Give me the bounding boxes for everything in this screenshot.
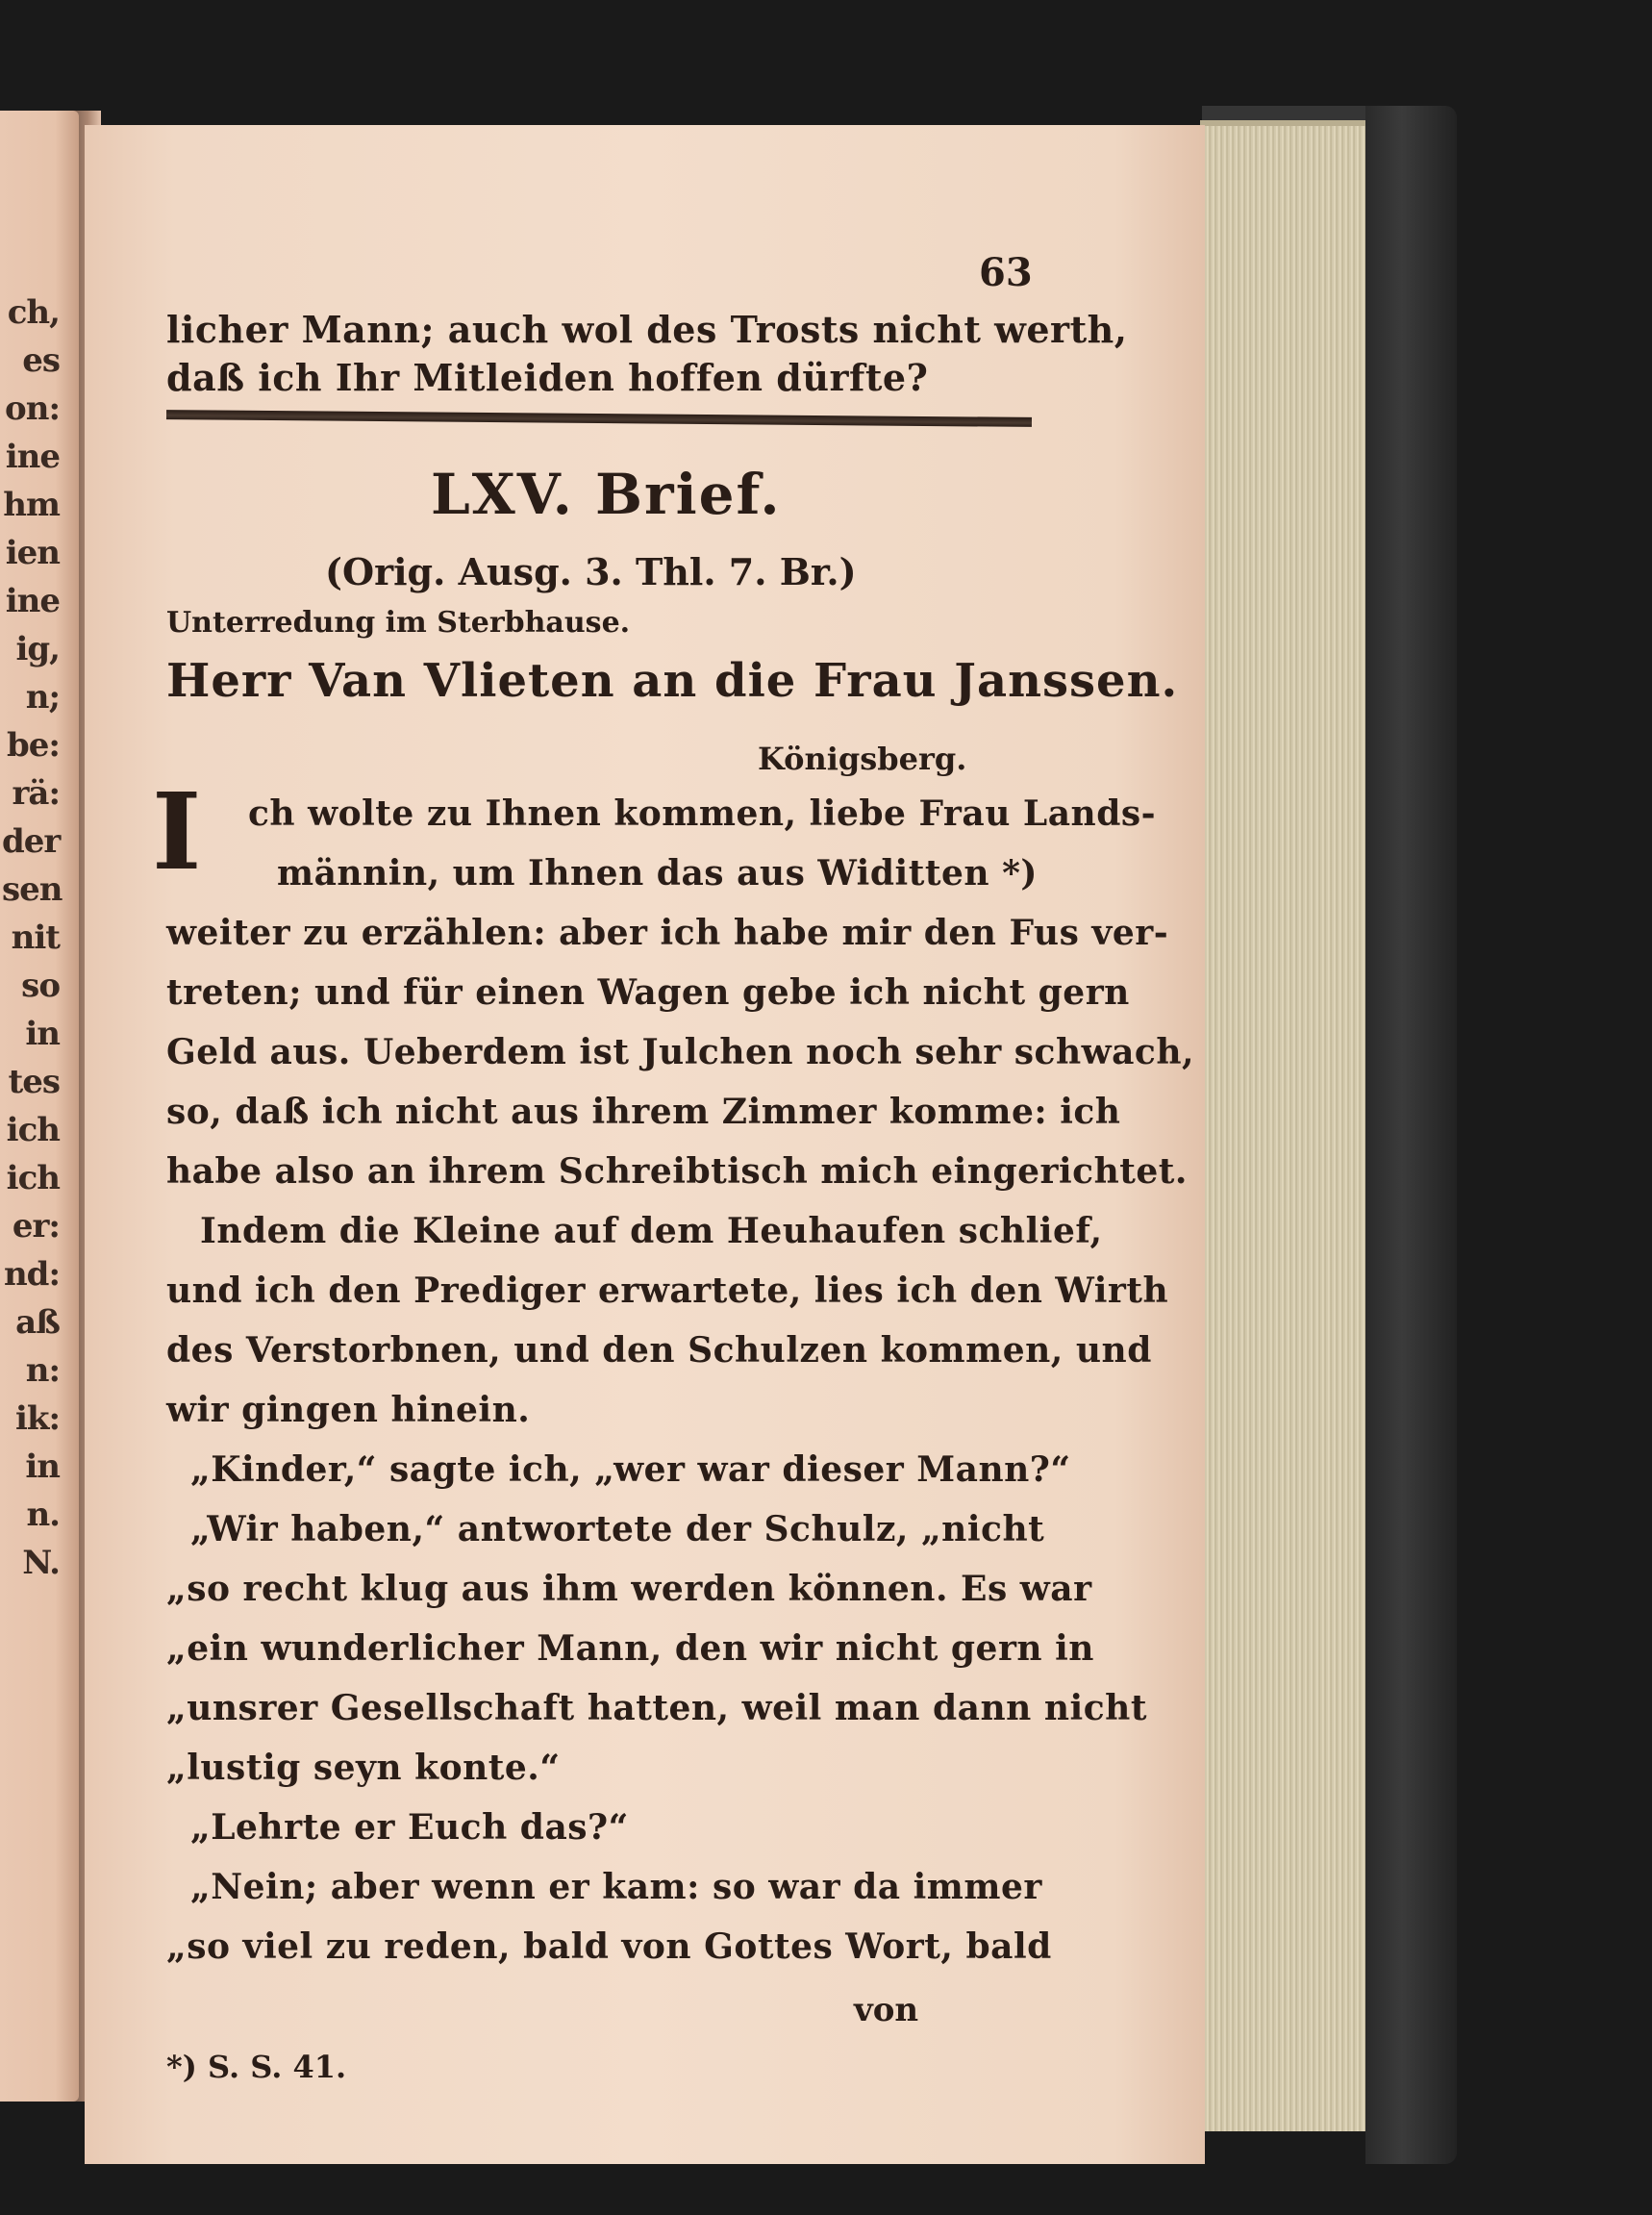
body-line: „Kinder,“ sagte ich, „wer war dieser Mann?“ xyxy=(190,1449,1071,1490)
body-line: wir gingen hinein. xyxy=(166,1390,531,1430)
left-page-fragment: be: xyxy=(7,726,60,765)
left-page xyxy=(0,111,79,2102)
left-page-fragment: ine xyxy=(5,582,60,620)
edition-reference: (Orig. Ausg. 3. Thl. 7. Br.) xyxy=(325,550,857,593)
right-page xyxy=(85,125,1205,2164)
left-page-fragment: ik: xyxy=(14,1399,60,1438)
left-page-fragment: nit xyxy=(11,919,60,957)
book-cover xyxy=(1365,106,1457,2164)
body-line: treten; und für einen Wagen gebe ich nicht gern xyxy=(166,972,1130,1013)
body-line: Indem die Kleine auf dem Heuhaufen schlief, xyxy=(200,1211,1103,1251)
catchword: von xyxy=(854,1991,919,2029)
left-page-fragment: der xyxy=(2,822,61,861)
body-line: und ich den Prediger erwartete, lies ich den Wirth xyxy=(166,1271,1169,1311)
left-page-fragment: ch, xyxy=(7,293,60,332)
body-line: Geld aus. Ueberdem ist Julchen noch sehr schwach, xyxy=(166,1032,1195,1072)
body-line: männin, um Ihnen das aus Widitten *) xyxy=(277,853,1038,894)
left-page-text xyxy=(2,289,77,1587)
body-line: „lustig seyn konte.“ xyxy=(166,1748,561,1788)
left-page-fragment: sen xyxy=(2,870,63,909)
body-line: so, daß ich nicht aus ihrem Zimmer komme: ich xyxy=(166,1092,1121,1132)
body-line: „unsrer Gesellschaft hatten, weil man dann nicht xyxy=(166,1688,1147,1728)
body-line: „Lehrte er Euch das?“ xyxy=(190,1807,629,1848)
left-page-fragment: in xyxy=(25,1015,60,1053)
page-number: 63 xyxy=(979,250,1033,295)
body-line: des Verstorbnen, und den Schulzen kommen, und xyxy=(166,1330,1152,1371)
left-page-fragment: er: xyxy=(12,1207,60,1246)
page-edges xyxy=(1200,120,1383,2131)
letter-topic: Unterredung im Sterbhause. xyxy=(166,606,631,640)
left-page-fragment: so xyxy=(21,967,60,1005)
left-page-fragment: n; xyxy=(25,678,60,717)
left-page-fragment: rä: xyxy=(12,774,60,813)
left-page-fragment: n: xyxy=(25,1351,60,1390)
letter-heading: LXV. Brief. xyxy=(431,462,782,527)
body-line: „Nein; aber wenn er kam: so war da immer xyxy=(190,1867,1042,1907)
left-page-fragment: N. xyxy=(22,1544,60,1582)
body-line: „so viel zu reden, bald von Gottes Wort, bald xyxy=(166,1926,1052,1967)
left-page-fragment: tes xyxy=(8,1063,60,1101)
letter-place: Königsberg. xyxy=(758,741,967,777)
left-page-fragment: on: xyxy=(5,390,60,428)
left-page-fragment: ien xyxy=(5,534,60,572)
body-line: habe also an ihrem Schreibtisch mich eingerichtet. xyxy=(166,1151,1188,1192)
body-line: „ein wunderlicher Mann, den wir nicht gern in xyxy=(166,1628,1094,1669)
left-page-fragment: n. xyxy=(26,1496,60,1534)
body-line: ch wolte zu Ihnen kommen, liebe Frau Lands- xyxy=(248,793,1157,834)
footnote: *) S. S. 41. xyxy=(166,2049,347,2085)
drop-cap: I xyxy=(152,769,202,894)
body-line: „Wir haben,“ antwortete der Schulz, „nicht xyxy=(190,1509,1045,1549)
left-page-fragment: hm xyxy=(3,486,60,524)
left-page-fragment: nd: xyxy=(3,1255,60,1294)
body-line: weiter zu erzählen: aber ich habe mir den Fus ver- xyxy=(166,913,1169,953)
left-page-fragment: es xyxy=(22,341,60,380)
left-page-fragment: ine xyxy=(5,438,60,476)
body-line: „so recht klug aus ihm werden können. Es war xyxy=(166,1569,1092,1609)
section-rule xyxy=(166,410,1032,427)
left-page-fragment: in xyxy=(25,1447,60,1486)
left-page-fragment: aß xyxy=(15,1303,60,1342)
left-page-fragment: ig, xyxy=(15,630,60,668)
opening-line: licher Mann; auch wol des Trosts nicht werth, xyxy=(166,308,1128,351)
left-page-fragment: ich xyxy=(6,1159,60,1197)
opening-line: daß ich Ihr Mitleiden hoffen dürfte? xyxy=(166,356,929,399)
letter-title: Herr Van Vlieten an die Frau Janssen. xyxy=(166,654,1179,708)
left-page-fragment: ich xyxy=(6,1111,60,1149)
